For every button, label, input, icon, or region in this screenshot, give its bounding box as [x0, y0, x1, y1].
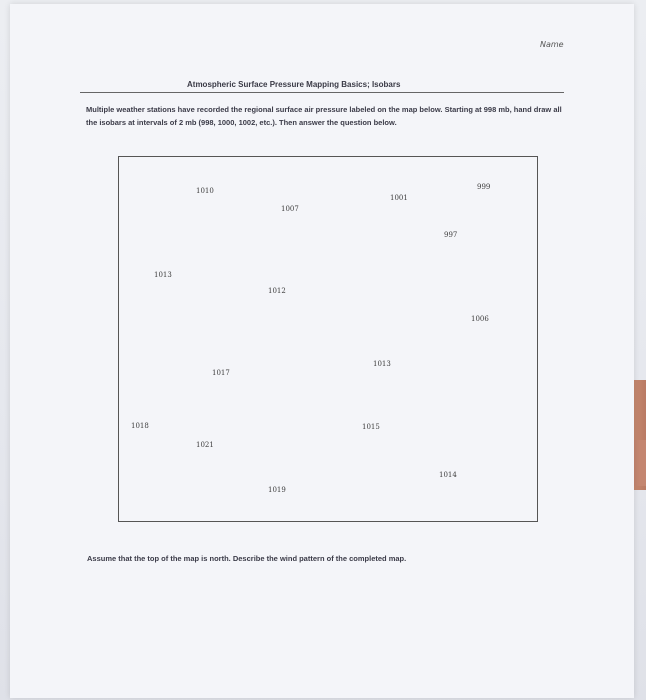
question-text: Assume that the top of the map is north. Describe the wind pattern of the completed map.: [87, 554, 407, 563]
title-divider: [80, 92, 564, 93]
station-reading: 1007: [281, 205, 299, 213]
station-reading: 1013: [154, 271, 172, 279]
station-reading: 1015: [362, 423, 380, 431]
station-reading: 1013: [373, 360, 391, 368]
station-reading: 1018: [131, 422, 149, 430]
station-reading: 1019: [268, 486, 286, 494]
station-reading: 1001: [390, 194, 408, 202]
page-title: Atmospheric Surface Pressure Mapping Basics; Isobars: [187, 80, 401, 89]
station-reading: 1014: [439, 471, 457, 479]
station-reading: 1017: [212, 369, 230, 377]
station-reading: 1006: [471, 315, 489, 323]
station-reading: 1010: [196, 187, 214, 195]
name-label: Name: [540, 40, 564, 49]
station-reading: 1021: [196, 441, 214, 449]
pressure-map: [118, 156, 538, 522]
station-reading: 1012: [268, 287, 286, 295]
station-reading: 997: [444, 231, 458, 239]
worksheet-page: [10, 4, 634, 698]
instructions-text: Multiple weather stations have recorded the regional surface air pressure labeled on the map below. Starting at 998 mb, hand draw all the isobars at intervals of 2 mb (998, 1000, 1002, etc.). Then answer the question below.: [86, 105, 562, 127]
station-reading: 999: [477, 183, 491, 191]
